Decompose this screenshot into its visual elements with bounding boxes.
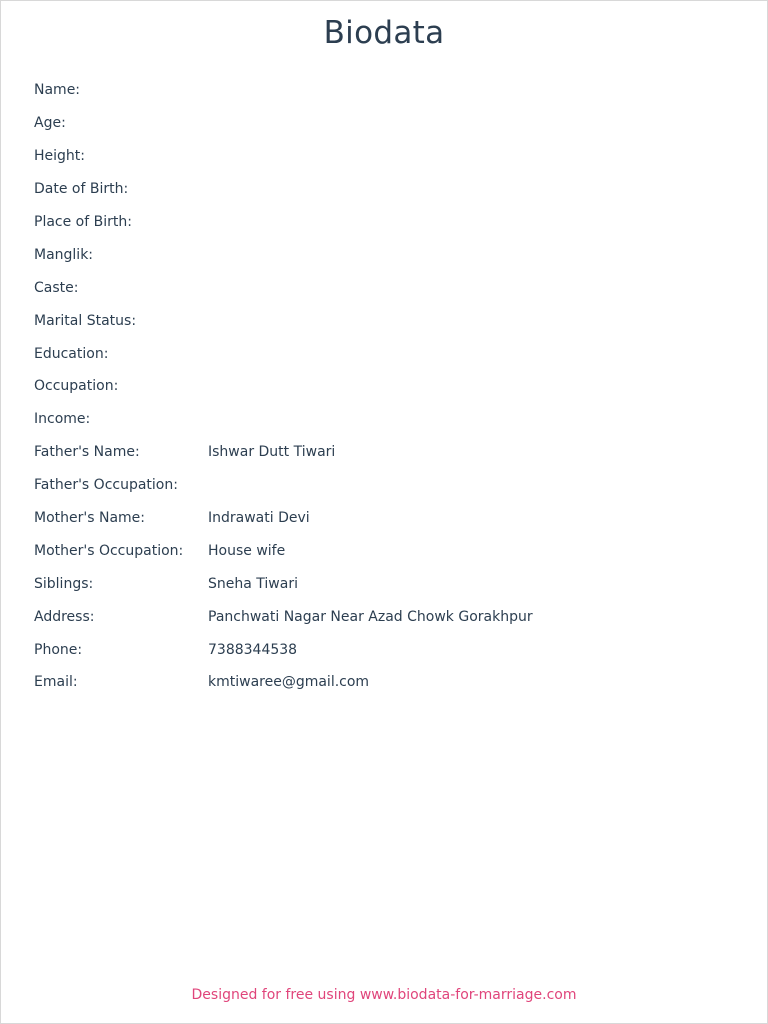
field-value-email: kmtiwaree@gmail.com xyxy=(208,674,370,691)
field-row-address xyxy=(34,600,734,633)
field-row-place-of-birth xyxy=(34,206,734,239)
field-row-mothers-name xyxy=(34,502,734,535)
field-label-occupation: Occupation: xyxy=(34,378,119,395)
field-value-fathers-name: Ishwar Dutt Tiwari xyxy=(208,444,336,461)
field-row-siblings xyxy=(34,567,734,600)
field-value-mothers-occupation: House wife xyxy=(208,542,286,559)
field-row-caste xyxy=(34,271,734,304)
field-row-phone xyxy=(34,633,734,666)
field-label-siblings: Siblings: xyxy=(34,575,94,592)
field-label-marital-status: Marital Status: xyxy=(34,312,137,329)
field-row-education xyxy=(34,337,734,370)
field-label-fathers-name: Father's Name: xyxy=(34,444,140,461)
field-value-phone: 7388344538 xyxy=(208,641,298,658)
field-label-manglik: Manglik: xyxy=(34,246,94,263)
field-row-age xyxy=(34,107,734,140)
field-row-income xyxy=(34,403,734,436)
field-label-place-of-birth: Place of Birth: xyxy=(34,214,132,230)
field-row-fathers-occupation xyxy=(34,469,734,502)
field-row-fathers-name xyxy=(34,436,734,469)
field-row-email xyxy=(34,666,734,699)
field-label-fathers-occupation: Father's Occupation: xyxy=(34,477,178,494)
field-row-name xyxy=(34,74,734,107)
field-row-date-of-birth xyxy=(34,173,734,206)
field-label-education: Education: xyxy=(34,345,109,362)
field-label-mothers-name: Mother's Name: xyxy=(34,510,145,527)
field-label-name: Name: xyxy=(34,82,81,99)
field-row-mothers-occupation xyxy=(34,534,734,567)
footer-credit: Designed for free using www.biodata-for-marriage.com xyxy=(191,987,577,1003)
field-row-occupation xyxy=(34,370,734,403)
field-label-caste: Caste: xyxy=(34,279,79,296)
field-label-date-of-birth: Date of Birth: xyxy=(34,181,129,198)
field-value-mothers-name: Indrawati Devi xyxy=(208,510,310,527)
field-value-address: Panchwati Nagar Near Azad Chowk Gorakhpur xyxy=(208,608,533,625)
field-label-address: Address: xyxy=(34,608,95,625)
field-value-siblings: Sneha Tiwari xyxy=(208,575,298,592)
field-row-marital-status xyxy=(34,304,734,337)
field-label-phone: Phone: xyxy=(34,641,83,658)
field-row-manglik xyxy=(34,238,734,271)
page-title: Biodata xyxy=(323,15,445,51)
field-list xyxy=(34,74,734,699)
field-label-height: Height: xyxy=(34,148,85,165)
field-label-email: Email: xyxy=(34,674,78,691)
field-label-age: Age: xyxy=(34,115,66,132)
field-label-income: Income: xyxy=(34,411,91,428)
field-label-mothers-occupation: Mother's Occupation: xyxy=(34,542,184,559)
field-row-height xyxy=(34,140,734,173)
